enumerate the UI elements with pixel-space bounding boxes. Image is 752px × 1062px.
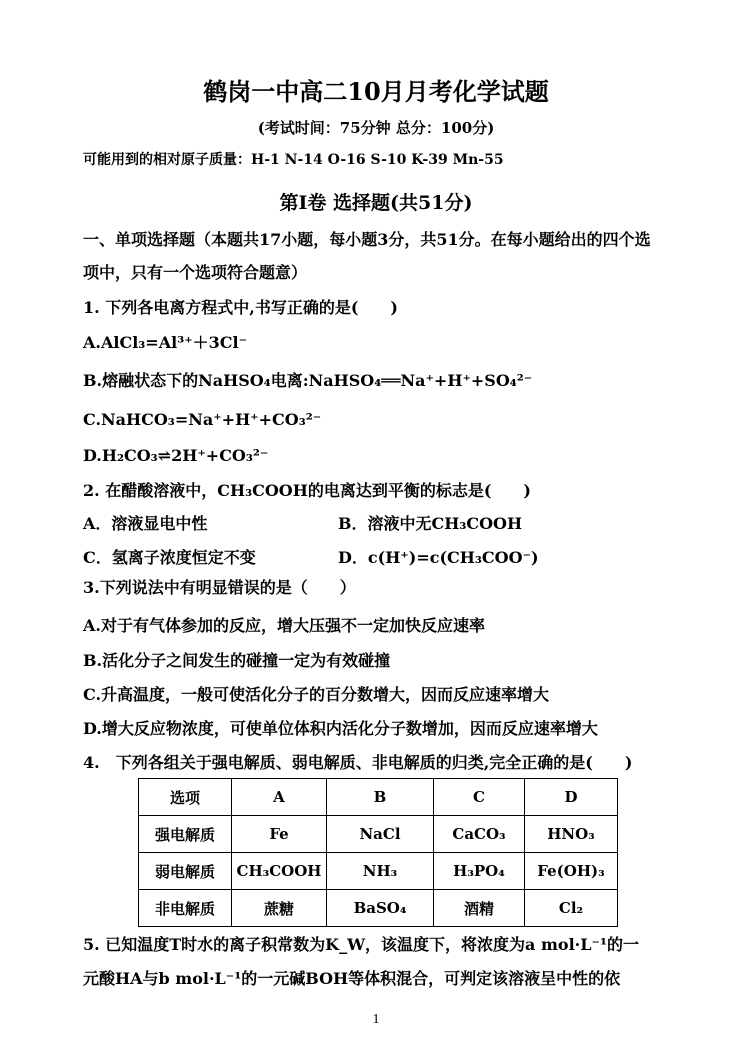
table-cell: 强电解质 bbox=[139, 816, 232, 853]
question-4-stem: 4. 下列各组关于强电解质、弱电解质、非电解质的归类,完全正确的是( ) bbox=[83, 753, 633, 772]
table-cell: H₃PO₄ bbox=[434, 853, 525, 890]
table-cell: 酒精 bbox=[434, 890, 525, 927]
question-1-option-c: C.NaHCO₃=Na⁺+H⁺+CO₃²⁻ bbox=[83, 410, 322, 429]
question-3-option-b: B.活化分子之间发生的碰撞一定为有效碰撞 bbox=[83, 651, 391, 670]
question-3-option-d: D.增大反应物浓度，可使单位体积内活化分子数增加，因而反应速率增大 bbox=[83, 719, 598, 738]
question-3-option-c: C.升高温度，一般可使活化分子的百分数增大，因而反应速率增大 bbox=[83, 685, 550, 704]
question-3-stem: 3.下列说法中有明显错误的是（ ） bbox=[83, 578, 356, 597]
exam-subtitle: (考试时间：75分钟 总分：100分) bbox=[257, 119, 495, 137]
exam-title: 鹤岗一中高二10月月考化学试题 bbox=[203, 77, 549, 106]
question-1-option-d: D.H₂CO₃⇌2H⁺+CO₃²⁻ bbox=[83, 446, 269, 465]
question-5-line-1: 5. 已知温度T时水的离子积常数为K_W，该温度下，将浓度为a mol·L⁻¹的一 bbox=[83, 935, 639, 954]
table-cell: Fe bbox=[232, 816, 327, 853]
table-cell: NaCl bbox=[327, 816, 434, 853]
table-row bbox=[139, 890, 618, 927]
table-cell: NH₃ bbox=[327, 853, 434, 890]
page-number: 1 bbox=[372, 1012, 380, 1027]
table-cell: 弱电解质 bbox=[139, 853, 232, 890]
table-cell: B bbox=[327, 779, 434, 816]
table-cell: 非电解质 bbox=[139, 890, 232, 927]
table-row bbox=[139, 853, 618, 890]
table-cell: 蔗糖 bbox=[232, 890, 327, 927]
question-3-option-a: A.对于有气体参加的反应，增大压强不一定加快反应速率 bbox=[83, 616, 485, 635]
question-2-option-a: A．溶液显电中性 bbox=[83, 514, 208, 533]
instructions-line-2: 项中，只有一个选项符合题意） bbox=[83, 263, 308, 282]
question-1-stem: 1. 下列各电离方程式中,书写正确的是( ) bbox=[83, 298, 398, 317]
question-1-option-b: B.熔融状态下的NaHSO₄电离:NaHSO₄══Na⁺+H⁺+SO₄²⁻ bbox=[83, 371, 533, 390]
table-row bbox=[139, 779, 618, 816]
electrolyte-table bbox=[138, 778, 618, 927]
question-2-option-b: B．溶液中无CH₃COOH bbox=[338, 514, 523, 533]
table-cell: A bbox=[232, 779, 327, 816]
table-cell: D bbox=[525, 779, 618, 816]
table-cell: 选项 bbox=[139, 779, 232, 816]
question-1-option-a: A.AlCl₃=Al³⁺＋3Cl⁻ bbox=[83, 333, 248, 352]
atomic-masses: 可能用到的相对原子质量：H-1 N-14 O-16 S-10 K-39 Mn-55 bbox=[83, 152, 504, 168]
table-cell: CaCO₃ bbox=[434, 816, 525, 853]
question-5-line-2: 元酸HA与b mol·L⁻¹的一元碱BOH等体积混合，可判定该溶液呈中性的依 bbox=[83, 969, 621, 988]
table-cell: C bbox=[434, 779, 525, 816]
table-cell: CH₃COOH bbox=[232, 853, 327, 890]
section-title: 第I卷 选择题(共51分) bbox=[279, 192, 473, 214]
table-cell: BaSO₄ bbox=[327, 890, 434, 927]
question-2-option-c: C．氢离子浓度恒定不变 bbox=[83, 548, 256, 567]
table-cell: Cl₂ bbox=[525, 890, 618, 927]
table-cell: HNO₃ bbox=[525, 816, 618, 853]
table-row bbox=[139, 816, 618, 853]
instructions-line-1: 一、单项选择题（本题共17小题，每小题3分，共51分。在每小题给出的四个选 bbox=[83, 230, 651, 249]
table-cell: Fe(OH)₃ bbox=[525, 853, 618, 890]
question-2-option-d: D．c(H⁺)=c(CH₃COO⁻) bbox=[338, 548, 539, 567]
question-2-stem: 2. 在醋酸溶液中，CH₃COOH的电离达到平衡的标志是( ) bbox=[83, 481, 532, 500]
